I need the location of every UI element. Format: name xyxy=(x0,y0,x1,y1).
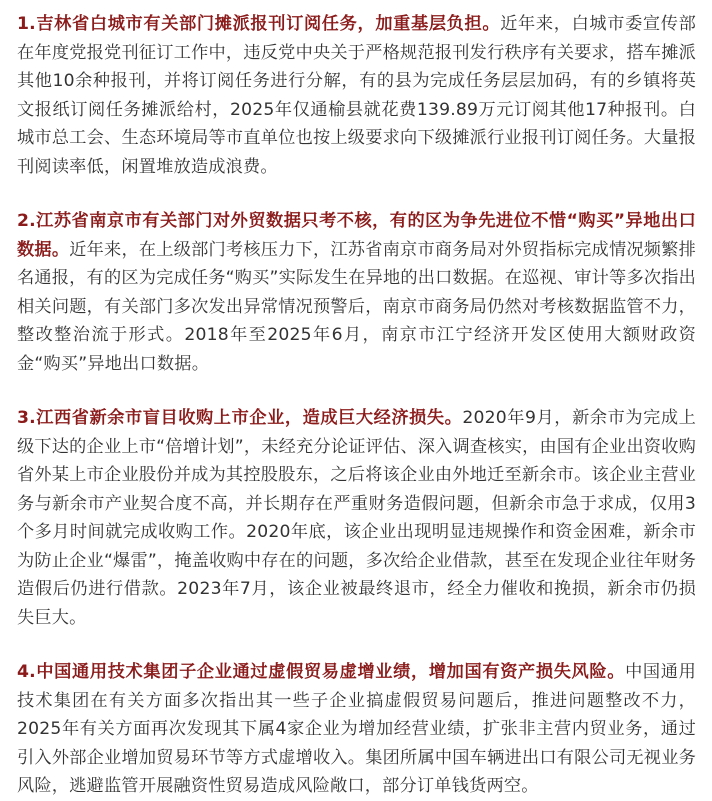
item-heading: 1.吉林省白城市有关部门摊派报刊订阅任务，加重基层负担。 xyxy=(17,14,501,34)
article-item-1 xyxy=(17,10,696,181)
item-body: 近年来，在上级部门考核压力下，江苏省南京市商务局对外贸指标完成情况频繁排名通报，有的区为完成任务“购买”实际发生在异地的出口数据。在巡视、审计等多次指出相关问题，有关部门多次发出异常情况预警后，南京市商务局仍然对考核数据监管不力，整改整治流于形式。2018年至2025年6月，南京市江宁经济开发区使用大额财政资金“购买”异地出口数据。 xyxy=(17,239,696,374)
item-heading: 3.江西省新余市盲目收购上市企业，造成巨大经济损失。 xyxy=(17,408,463,428)
item-body: 中国通用技术集团在有关方面多次指出其一些子企业搞虚假贸易问题后，推进问题整改不力，2025年有关方面再次发现其下属4家企业为增加经营业绩，扩张非主营内贸业务，通过引入外部企业增加贸易环节等方式虚增收入。集团所属中国车辆进出口有限公司无视业务风险，逃避监管开展融资性贸易造成风险敞口，部分订单钱货两空。 xyxy=(17,662,696,796)
article-item-4 xyxy=(17,658,696,801)
item-body: 2020年9月，新余市为完成上级下达的企业上市“倍增计划”，未经充分论证评估、深入调查核实，由国有企业出资收购省外某上市企业股份并成为其控股股东，之后将该企业由外地迁至新余市。该企业主营业务与新余市产业契合度不高，并长期存在严重财务造假问题，但新余市急于求成，仅用3个多月时间就完成收购工作。2020年底，该企业出现明显违规操作和资金困难，新余市为防止企业“爆雷”，掩盖收购中存在的问题，多次给企业借款，甚至在发现企业往年财务造假后仍进行借款。2023年7月，该企业被最终退市，经全力催收和挽损，新余市仍损失巨大。 xyxy=(17,408,696,628)
article xyxy=(17,10,696,801)
item-heading: 4.中国通用技术集团子企业通过虚假贸易虚增业绩，增加国有资产损失风险。 xyxy=(17,662,626,682)
item-body: 近年来，白城市委宣传部在年度党报党刊征订工作中，违反党中央关于严格规范报刊发行秩序有关要求，搭车摊派其他10余种报刊，并将订阅任务进行分解，有的县为完成任务层层加码，有的乡镇将英文报纸订阅任务摊派给村，2025年仅通榆县就花费139.89万元订阅其他17种报刊。白城市总工会、生态环境局等市直单位也按上级要求向下级摊派行业报刊订阅任务。大量报刊阅读率低，闲置堆放造成浪费。 xyxy=(17,14,696,177)
article-item-2 xyxy=(17,207,696,378)
item-heading: 2.江苏省南京市有关部门对外贸数据只考不核，有的区为争先进位不惜“购买”异地出口数据。 xyxy=(17,211,696,260)
article-item-3 xyxy=(17,404,696,632)
